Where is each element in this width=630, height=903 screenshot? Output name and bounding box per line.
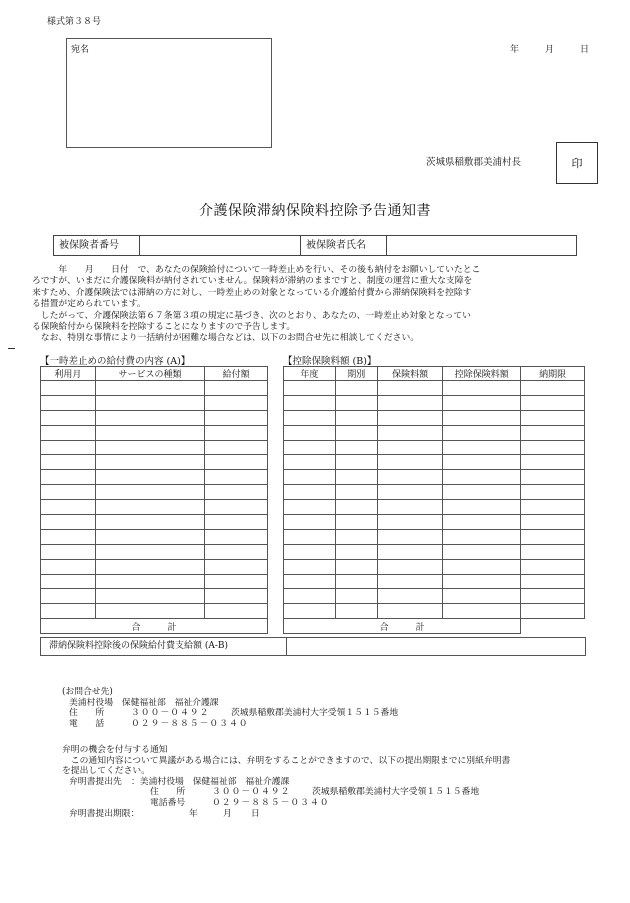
table-cell[interactable] (41, 455, 96, 470)
table-cell[interactable] (443, 515, 521, 530)
table-cell[interactable] (41, 410, 96, 425)
table-cell[interactable] (205, 425, 268, 440)
premium-total-blank (521, 619, 585, 634)
table-row (284, 440, 585, 455)
table-cell[interactable] (335, 529, 377, 544)
table-row (41, 440, 268, 455)
table-cell[interactable] (284, 410, 336, 425)
table-cell[interactable] (205, 485, 268, 500)
table-cell[interactable] (284, 500, 336, 515)
table-cell[interactable] (95, 544, 204, 559)
table-cell[interactable] (205, 500, 268, 515)
table-row (41, 425, 268, 440)
insured-number-label: 被保険者番号 (54, 236, 140, 255)
insured-number-field[interactable] (140, 236, 301, 255)
address-box[interactable] (66, 38, 272, 148)
inquiry-section (62, 687, 398, 729)
table-cell[interactable] (41, 500, 96, 515)
page-title: 介護保険滞納保険料控除予告通知書 (199, 203, 431, 219)
table-cell[interactable] (284, 604, 336, 619)
table-cell[interactable] (95, 574, 204, 589)
table-cell[interactable] (377, 544, 443, 559)
net-payment-label: 滞納保険料控除後の保険給付費支給額 (A-B) (41, 638, 287, 655)
net-payment-field[interactable] (287, 638, 585, 655)
table-cell[interactable] (284, 440, 336, 455)
table-cell[interactable] (95, 485, 204, 500)
table-cell[interactable] (41, 559, 96, 574)
insured-name-label: 被保険者氏名 (301, 236, 387, 255)
notice-line: ろですが、いまだに介護保険料が納付されていません。保険料が滞納のままですと、制度の運営に重大な支障を (32, 276, 473, 287)
table-row (284, 500, 585, 515)
notice-line: る保険給付から保険料を控除することになりますので予告します。 (32, 322, 296, 333)
benefit-rows (41, 381, 268, 619)
deadline-label: 弁明書提出期限： (69, 808, 140, 819)
table-cell[interactable] (335, 574, 377, 589)
table-cell[interactable] (521, 440, 585, 455)
table-cell[interactable] (377, 604, 443, 619)
table-row (284, 589, 585, 604)
table-cell[interactable] (205, 559, 268, 574)
table-row (41, 500, 268, 515)
table-cell[interactable] (521, 589, 585, 604)
column-header: 年度 (284, 367, 336, 381)
deadline-day: 日 (251, 808, 260, 819)
table-cell[interactable] (377, 559, 443, 574)
table-cell[interactable] (41, 589, 96, 604)
table-cell[interactable] (335, 381, 377, 396)
column-header: 給付額 (205, 367, 268, 381)
table-cell[interactable] (335, 455, 377, 470)
benefit-total-row (41, 619, 268, 634)
table-cell[interactable] (41, 574, 96, 589)
table-cell[interactable] (95, 515, 204, 530)
form-number: 様式第３８号 (47, 17, 102, 27)
table-cell[interactable] (284, 485, 336, 500)
address-text: 茨城県稲敷郡美浦村大字受領１５１５番地 (312, 787, 480, 798)
table-cell[interactable] (377, 515, 443, 530)
table-cell[interactable] (443, 455, 521, 470)
table-cell[interactable] (377, 455, 443, 470)
table-cell[interactable] (284, 425, 336, 440)
table-row (284, 604, 585, 619)
table-cell[interactable] (284, 455, 336, 470)
notice-line: る措置が定められています。 (32, 299, 146, 310)
table-cell[interactable] (284, 559, 336, 574)
table-row (41, 574, 268, 589)
table-cell[interactable] (335, 425, 377, 440)
table-cell[interactable] (41, 440, 96, 455)
table-cell[interactable] (521, 515, 585, 530)
date-month: 月 (545, 45, 555, 55)
table-row (41, 410, 268, 425)
table-cell[interactable] (377, 440, 443, 455)
explanation-text: を提出してください。 (62, 766, 150, 777)
inquiry-office: 美浦村役場 保健福祉部 福祉介護課 (69, 697, 219, 708)
table-cell[interactable] (95, 455, 204, 470)
table-cell[interactable] (377, 485, 443, 500)
table-cell[interactable] (205, 544, 268, 559)
table-cell[interactable] (377, 410, 443, 425)
deadline-month: 月 (223, 808, 232, 819)
explanation-heading: 弁明の機会を付与する通知 (62, 745, 168, 755)
table-cell[interactable] (335, 559, 377, 574)
table-cell[interactable] (41, 529, 96, 544)
table-cell[interactable] (335, 410, 377, 425)
postal-code: ３００－０４９２ (212, 787, 291, 798)
postal-code: ３００－０４９２ (131, 708, 210, 719)
table-cell[interactable] (521, 455, 585, 470)
table-cell[interactable] (95, 425, 204, 440)
total-label: 合 計 (131, 622, 177, 633)
table-cell[interactable] (443, 395, 521, 410)
phone-number: ０２９－８８５－０３４０ (212, 797, 330, 808)
table-cell[interactable] (521, 500, 585, 515)
date-year: 年 (510, 45, 520, 55)
table-cell[interactable] (443, 381, 521, 396)
table-cell[interactable] (205, 529, 268, 544)
table-cell[interactable] (377, 381, 443, 396)
table-cell[interactable] (205, 470, 268, 485)
table-cell[interactable] (443, 470, 521, 485)
table-cell[interactable] (95, 500, 204, 515)
table-row (284, 515, 585, 530)
address-label: 住 所 (69, 708, 105, 719)
table-cell[interactable] (205, 440, 268, 455)
table-row (284, 544, 585, 559)
table-cell[interactable] (335, 440, 377, 455)
address-text: 茨城県稲敷郡美浦村大字受領１５１５番地 (231, 708, 399, 719)
table-cell[interactable] (521, 410, 585, 425)
table-cell[interactable] (41, 515, 96, 530)
submit-office: ：美浦村役場 保健福祉部 福祉介護課 (131, 776, 290, 787)
table-cell[interactable] (41, 604, 96, 619)
table-cell[interactable] (521, 529, 585, 544)
deadline-row (62, 809, 510, 820)
table-row (41, 604, 268, 619)
table-cell[interactable] (95, 440, 204, 455)
table-cell[interactable] (377, 529, 443, 544)
table-cell[interactable] (41, 485, 96, 500)
insured-info-table (53, 235, 577, 256)
table-row (41, 544, 268, 559)
table-cell[interactable] (205, 574, 268, 589)
seal-label: 印 (571, 157, 583, 170)
column-header: サービスの種類 (95, 367, 204, 381)
table-cell[interactable] (284, 515, 336, 530)
notice-line: 年 月 日付 で、あなたの保険給付について一時差止めを行い、その後も納付をお願いしていたとこ (32, 265, 481, 275)
table-cell[interactable] (521, 544, 585, 559)
table-cell[interactable] (205, 381, 268, 396)
table-cell[interactable] (335, 500, 377, 515)
table-cell[interactable] (205, 410, 268, 425)
insured-name-field[interactable] (387, 236, 576, 255)
submit-office-row (62, 777, 510, 788)
table-cell[interactable] (521, 559, 585, 574)
table-cell[interactable] (284, 589, 336, 604)
table-cell[interactable] (41, 395, 96, 410)
notice-line: なお、特別な事情により一括納付が困難な場合などは、以下のお問合せ先に相談してください。 (32, 333, 420, 344)
table-row (41, 485, 268, 500)
table-cell[interactable] (443, 544, 521, 559)
notice-line: 来すため、介護保険法では滞納の方に対し、一時差止めの対象となっている介護給付費から滞納保険料を控除す (32, 287, 472, 298)
table-cell[interactable] (205, 604, 268, 619)
table-row (284, 425, 585, 440)
table-cell[interactable] (377, 574, 443, 589)
table-row (284, 470, 585, 485)
phone-number: ０２９－８８５－０３４０ (131, 718, 249, 729)
table-cell[interactable] (335, 515, 377, 530)
table-cell[interactable] (284, 395, 336, 410)
table-cell[interactable] (521, 381, 585, 396)
table-cell[interactable] (521, 425, 585, 440)
table-cell[interactable] (95, 604, 204, 619)
benefit-table-title: 【一時差止めの給付費の内容 (A)】 (40, 356, 191, 367)
table-cell[interactable] (443, 604, 521, 619)
table-row (284, 410, 585, 425)
table-cell[interactable] (95, 529, 204, 544)
submit-phone-row (62, 798, 510, 809)
table-cell[interactable] (284, 544, 336, 559)
table-cell[interactable] (335, 544, 377, 559)
table-row (41, 381, 268, 396)
table-row (41, 455, 268, 470)
table-cell[interactable] (335, 589, 377, 604)
table-cell[interactable] (335, 395, 377, 410)
table-cell[interactable] (377, 470, 443, 485)
table-row (284, 529, 585, 544)
premium-rows (284, 381, 585, 619)
table-cell[interactable] (41, 381, 96, 396)
table-cell[interactable] (443, 559, 521, 574)
table-row (41, 559, 268, 574)
table-row (41, 395, 268, 410)
notice-body (32, 265, 600, 345)
premium-total-row (284, 619, 521, 634)
benefit-table (40, 366, 268, 634)
table-cell[interactable] (521, 470, 585, 485)
table-cell[interactable] (443, 440, 521, 455)
table-cell[interactable] (41, 544, 96, 559)
table-cell[interactable] (95, 470, 204, 485)
premium-table (283, 366, 585, 634)
phone-label: 電 話 (69, 718, 105, 729)
issuer-name: 茨城県稲敷郡美浦村長 (426, 157, 522, 168)
table-row (284, 574, 585, 589)
table-cell[interactable] (335, 470, 377, 485)
table-cell[interactable] (95, 559, 204, 574)
table-cell[interactable] (205, 395, 268, 410)
table-cell[interactable] (284, 381, 336, 396)
inquiry-address-row (62, 708, 398, 719)
table-cell[interactable] (443, 589, 521, 604)
table-cell[interactable] (521, 395, 585, 410)
inquiry-phone-row (62, 719, 398, 730)
table-cell[interactable] (95, 589, 204, 604)
column-header: 納期限 (521, 367, 585, 381)
table-cell[interactable] (521, 574, 585, 589)
table-cell[interactable] (443, 410, 521, 425)
submit-label: 弁明書提出先 (69, 776, 122, 787)
column-header: 保険料額 (377, 367, 443, 381)
explanation-section (62, 745, 510, 819)
table-row (41, 589, 268, 604)
address-label: 宛名 (71, 45, 90, 55)
table-cell[interactable] (205, 455, 268, 470)
table-cell[interactable] (335, 604, 377, 619)
submit-address-row (62, 787, 510, 798)
table-cell[interactable] (205, 589, 268, 604)
table-row (41, 515, 268, 530)
table-cell[interactable] (284, 529, 336, 544)
table-row (284, 381, 585, 396)
table-cell[interactable] (443, 425, 521, 440)
table-row (41, 470, 268, 485)
inquiry-heading: (お問合せ先) (62, 687, 113, 697)
table-cell[interactable] (377, 425, 443, 440)
column-header: 利用月 (41, 367, 96, 381)
table-row (284, 559, 585, 574)
margin-mark (8, 348, 15, 349)
seal-box (556, 142, 598, 184)
table-cell[interactable] (95, 410, 204, 425)
deadline-year: 年 (189, 808, 198, 819)
table-cell[interactable] (521, 604, 585, 619)
table-cell[interactable] (443, 500, 521, 515)
notice-line: したがって、介護保険法第６７条第３項の規定に基づき、次のとおり、あなたの、一時差止め対象となってい (32, 310, 471, 321)
table-cell[interactable] (443, 485, 521, 500)
total-label: 合 計 (379, 622, 425, 633)
table-cell[interactable] (205, 515, 268, 530)
address-label: 住 所 (150, 787, 186, 798)
date-day: 日 (580, 45, 590, 55)
phone-label: 電話番号 (150, 797, 186, 808)
table-cell[interactable] (41, 425, 96, 440)
table-row (41, 529, 268, 544)
table-row (284, 485, 585, 500)
premium-table-title: 【控除保険料額 (B)】 (283, 356, 377, 367)
table-row (284, 455, 585, 470)
table-cell[interactable] (443, 574, 521, 589)
table-cell[interactable] (95, 381, 204, 396)
table-cell[interactable] (41, 470, 96, 485)
table-cell[interactable] (377, 500, 443, 515)
table-cell[interactable] (95, 395, 204, 410)
table-cell[interactable] (377, 395, 443, 410)
column-header: 控除保険料額 (443, 367, 521, 381)
table-cell[interactable] (335, 485, 377, 500)
table-row (284, 395, 585, 410)
table-cell[interactable] (284, 470, 336, 485)
table-cell[interactable] (284, 574, 336, 589)
table-cell[interactable] (443, 529, 521, 544)
net-payment-box (40, 637, 586, 656)
column-header: 期別 (335, 367, 377, 381)
table-cell[interactable] (377, 589, 443, 604)
table-cell[interactable] (521, 485, 585, 500)
explanation-text: この通知内容について異議がある場合には、弁明をすることができますので、以下の提出期限までに別紙弁明書 (62, 755, 511, 766)
